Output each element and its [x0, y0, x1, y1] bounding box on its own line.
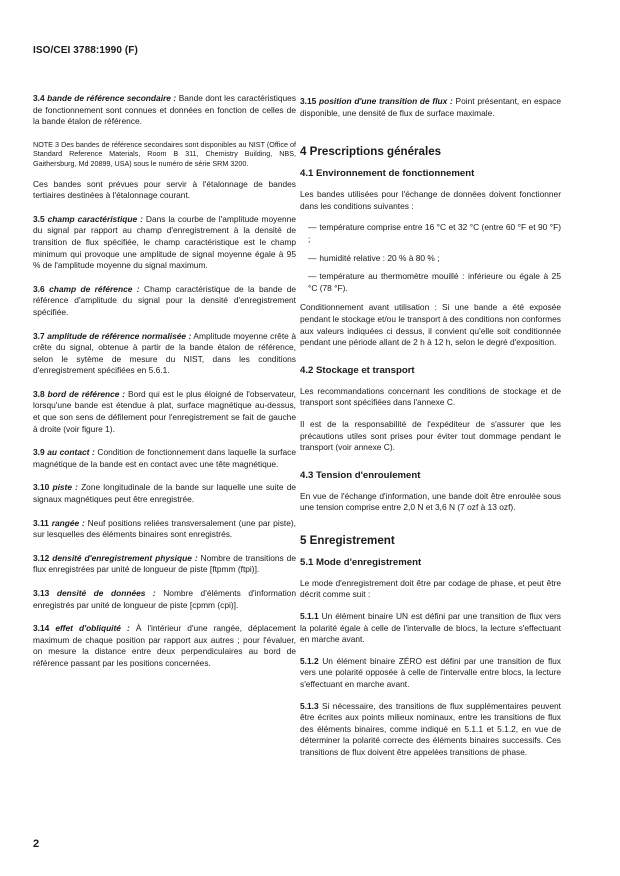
subsection-heading-4-1: 4.1 Environnement de fonctionnement	[300, 168, 475, 180]
list-item	[308, 222, 561, 245]
clause-3-7	[33, 331, 296, 377]
clause-text: Zone longitudinale de la bande sur laquelle une suite de signaux magnétiques peut être enregistrée.	[33, 482, 297, 505]
clause-term: position d'une transition de flux :	[319, 96, 453, 106]
clause-term: piste :	[52, 482, 78, 493]
right-column	[300, 96, 561, 769]
clause-text: Neuf positions reliées transversalement (une par piste), sur lesquelles des éléments binaires sont enregistrés.	[33, 517, 296, 540]
dash-bullet: —	[308, 222, 317, 233]
clause-term: densité d'enregistrement physique :	[52, 552, 198, 563]
clause-3-5	[33, 214, 296, 272]
clause-text: Amplitude moyenne crête à crête du signal, obtenue à partir de la bande étalon de référence, selon le sytème de mesure du NIST, dans les conditions d'enregistrement spécifiées en 5.6.1.	[33, 330, 296, 376]
clause-term: amplitude de référence normalisée :	[47, 330, 192, 341]
clause-3-4	[33, 93, 296, 128]
clause-number: 3.8	[33, 388, 45, 399]
clause-3-14	[33, 623, 296, 669]
clause-3-13	[33, 588, 296, 611]
note-3: NOTE 3 Des bandes de référence secondaires sont disponibles au NIST (Office of Standard Reference Materials, Room B 311, Chemistry Building, NBS, Gaithersburg, Md 20899, USA) sous le numéro de série SRM 3200.	[33, 139, 296, 168]
subsection-heading-4-3: 4.3 Tension d'enroulement	[300, 469, 421, 481]
clause-number: 3.15	[300, 96, 317, 106]
paragraph-4-3: En vue de l'échange d'information, une bande doit être enroulée sous une tension comprise entre 2,0 N et 3,6 N (7 ozf à 13 ozf).	[300, 490, 561, 513]
clause-number: 3.5	[33, 213, 45, 224]
list-item	[308, 271, 561, 294]
section-heading-5: 5 Enregistrement	[300, 533, 395, 547]
clause-number: 3.4	[33, 93, 45, 103]
clause-3-10	[33, 482, 296, 505]
environment-list	[300, 222, 561, 294]
list-item	[308, 253, 561, 265]
clause-text: Condition de fonctionnement dans laquelle la surface magnétique de la bande est en contact avec une tête magnétique.	[33, 447, 296, 469]
clause-number: 3.12	[33, 552, 50, 563]
clause-number: 3.14	[33, 623, 50, 634]
dash-bullet: —	[308, 271, 317, 282]
paragraph-4-2-b: Il est de la responsabilité de l'expéditeur de s'assurer que les précautions utiles sont prises pour éviter tout dommage pendant le transport (voir annexe C).	[300, 418, 561, 453]
clause-number: 3.6	[33, 283, 45, 294]
dash-bullet: —	[308, 252, 317, 263]
clause-text: À l'intérieur d'une rangée, déplacement maximum de chaque position par rapport aux autres ; pour l'évaluer, on mesure la distance entre deux perpendiculaires au bord de référence passant par les positions concernées.	[33, 623, 296, 668]
subsection-heading-5-1: 5.1 Mode d'enregistrement	[300, 556, 422, 568]
clause-term: rangée :	[51, 517, 85, 528]
clause-text: Point présentant, en espace disponible, une densité de flux de surface maximale.	[300, 96, 562, 118]
paragraph-conditioning: Conditionnement avant utilisation : Si une bande a été exposée pendant le stockage et/ou le transport à des conditions non conformes aux valeurs indiquées ci dessus, il convient qu'elle soit conditionnée pendant une période allant de 2 h à 12 h, selon le degré d'exposition.	[300, 302, 561, 348]
clause-text: Nombre d'éléments d'information enregistrés par unité de longueur de piste [cpmm (cpi)].	[33, 588, 297, 610]
clause-number: 3.13	[33, 588, 50, 598]
clause-5-1-1	[300, 611, 561, 646]
paragraph-4-1: Les bandes utilisées pour l'échange de données doivent fonctionner dans les conditions suivantes :	[300, 189, 561, 211]
clause-text: Dans la courbe de l'amplitude moyenne du signal par rapport au champ d'enregistrement à la densité de transition de flux spécifiée, le champ caractéristique est le champ minimum qui provoque une amplitude de signal moyenne égale à 95 % de l'amplitude moyenne du signal maximum.	[33, 213, 296, 271]
clause-number: 3.7	[33, 330, 45, 341]
clause-text: Nombre de transitions de flux enregistrées par unité de longueur de piste [ftpmm (ftpi)].	[33, 552, 296, 575]
list-item-text: température au thermomètre mouillé : inférieure ou égale à 25 °C (78 °F).	[308, 271, 561, 293]
clause-text: Bande dont les caractéristiques de fonctionnement sont connues et données en fonction de celles de la bande étalon de référence.	[33, 93, 297, 127]
left-column	[33, 93, 296, 682]
clause-text: Bord qui est le plus éloigné de l'observateur, lorsqu'une bande est étendue à plat, surface magnétique au-dessus, et que son sens de défilement pour l'enregistrement se fait de gauche à droite (voir figure 1).	[33, 388, 296, 434]
document-header: ISO/CEI 3788:1990 (F)	[33, 45, 138, 56]
clause-number: 5.1.1	[300, 611, 319, 622]
clause-term: champ de référence :	[49, 283, 140, 294]
clause-number: 5.1.2	[300, 655, 319, 666]
clause-text: Un élément binaire ZÉRO est défini par une transition de flux vers une polarité opposée à celle de l'intervalle entre blocs, la lecture s'effectuant en marche avant.	[300, 655, 561, 690]
clause-3-9	[33, 447, 296, 470]
clause-term: bande de référence secondaire :	[47, 93, 177, 103]
paragraph-reference-tapes: Ces bandes sont prévues pour servir à l'étalonnage de bandes tertiaires destinées à l'étalonnage courant.	[33, 178, 296, 201]
clause-3-12	[33, 553, 296, 576]
paragraph-4-2-a: Les recommandations concernant les conditions de stockage et de transport sont spécifiées dans l'annexe C.	[300, 385, 561, 408]
clause-5-1-2	[300, 656, 561, 691]
paragraph-5-1: Le mode d'enregistrement doit être par codage de phase, et peut être décrit comme suit :	[300, 577, 561, 600]
clause-term: bord de référence :	[47, 388, 126, 399]
clause-term: densité de données :	[56, 588, 156, 598]
clause-text: Si nécessaire, des transitions de flux supplémentaires peuvent être écrites aux points milieux nominaux, entre les transitions de flux des éléments binaires, comme indiqué en 5.1.1 et 5.1.2, en vue de déterminer la polarité correcte des éléments binaires successifs. Ces transitions de flux doivent être appelées transitions de phase.	[300, 700, 561, 757]
clause-number: 3.10	[33, 482, 50, 493]
clause-5-1-3	[300, 701, 561, 759]
page-number: 2	[33, 838, 40, 850]
clause-3-15	[300, 96, 561, 119]
clause-3-8	[33, 389, 296, 435]
clause-text: Un élément binaire UN est défini par une transition de flux vers la polarité égale à celle de l'intervalle de blocs, la lecture s'effectuant en marche avant.	[300, 611, 561, 645]
subsection-heading-4-2: 4.2 Stockage et transport	[300, 364, 415, 376]
clause-3-6	[33, 284, 296, 319]
clause-number: 3.9	[33, 447, 45, 458]
clause-number: 3.11	[33, 517, 49, 528]
list-item-text: humidité relative : 20 % à 80 % ;	[319, 252, 440, 263]
clause-term: effet d'obliquité :	[55, 623, 130, 634]
clause-text: Champ caractéristique de la bande de référence d'amplitude du signal pour la densité d'enregistrement spécifiée.	[33, 283, 297, 317]
clause-term: champ caractéristique :	[47, 213, 143, 224]
section-heading-4: 4 Prescriptions générales	[300, 145, 442, 159]
list-item-text: température comprise entre 16 °C et 32 °C (entre 60 °F et 90 °F) ;	[308, 222, 561, 244]
clause-term: au contact :	[47, 447, 95, 458]
clause-number: 5.1.3	[300, 700, 319, 711]
clause-3-11	[33, 518, 296, 541]
